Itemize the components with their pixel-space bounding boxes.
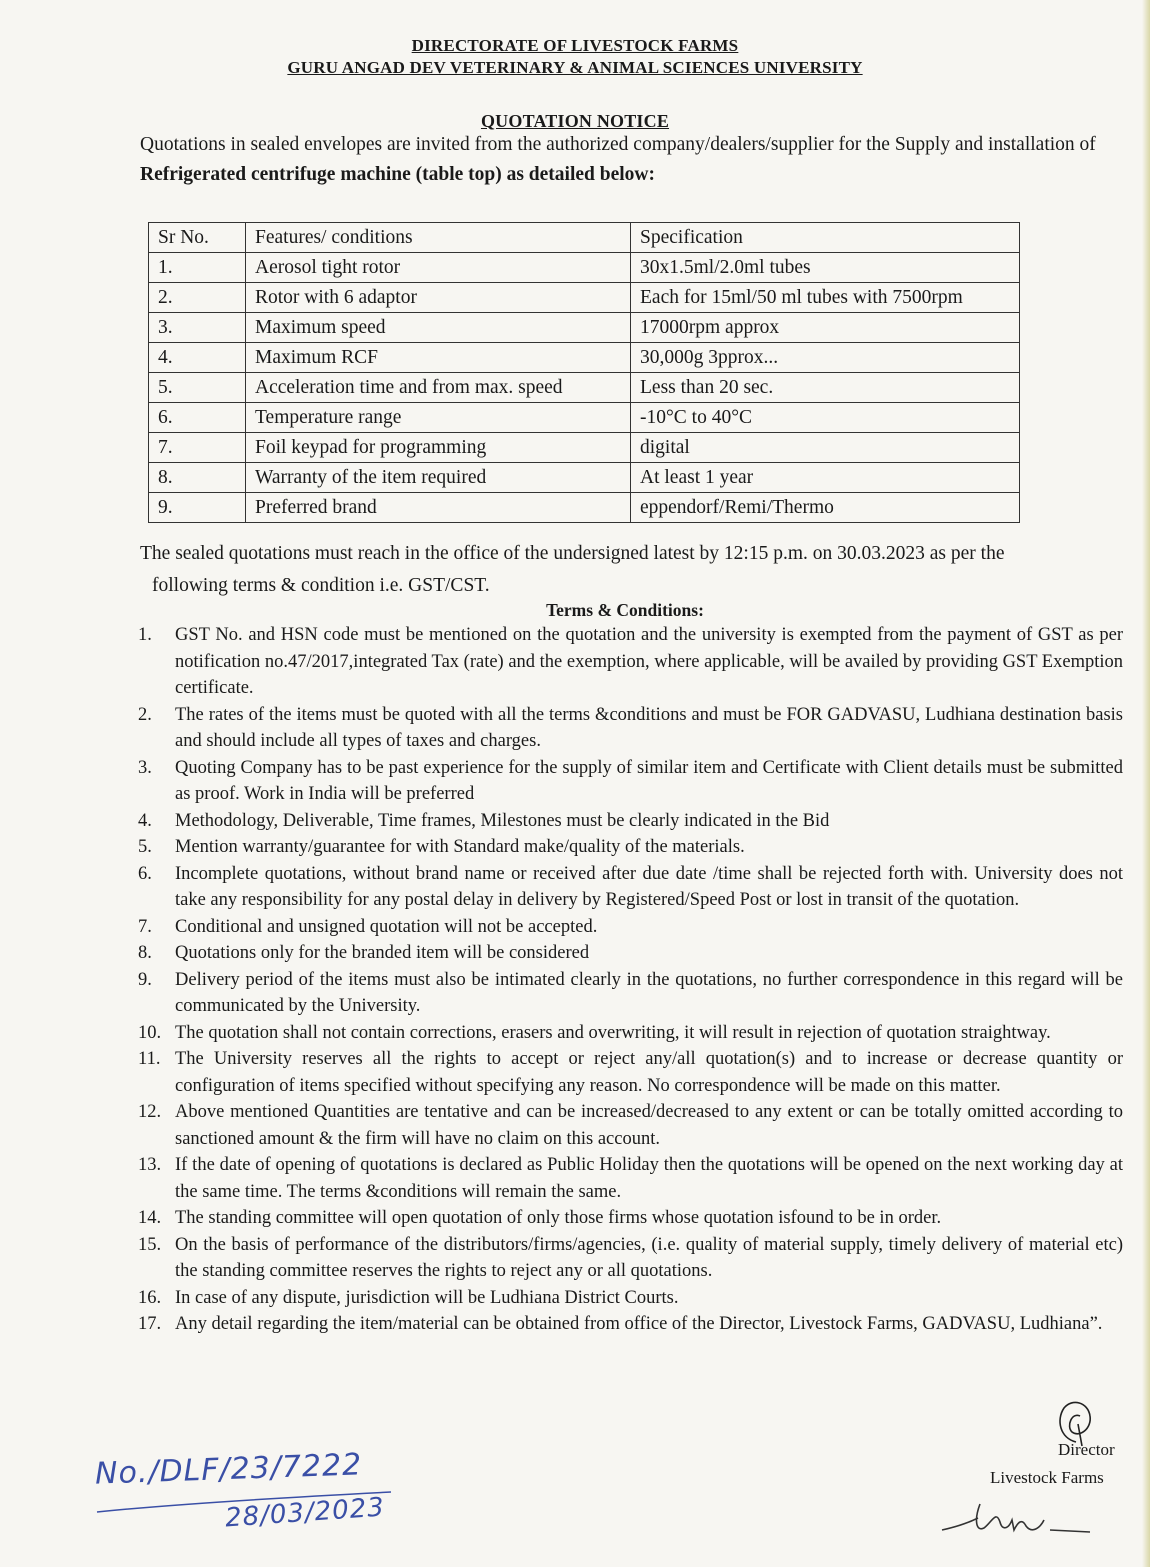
terms-list [138, 622, 1123, 1338]
table-row [149, 403, 1020, 433]
term-text: The rates of the items must be quoted with all the terms &conditions and must be FOR GADVASU, Ludhiana destination basis and should include all types of taxes and charges. [175, 704, 1123, 751]
term-number: 15. [138, 1234, 162, 1255]
term-number: 13. [138, 1155, 162, 1175]
list-item [138, 861, 1123, 914]
sr-no-cell: 3. [149, 313, 246, 343]
sr-no-cell: 7. [149, 433, 246, 463]
intro-text: Quotations in sealed envelopes are invited from the authorized company/dealers/supplier for the Supply and installation of [140, 134, 1096, 155]
term-text: Conditional and unsigned quotation will not be accepted. [175, 916, 598, 937]
specification-cell: 17000rpm approx [631, 313, 1020, 343]
terms-heading: Terms & Conditions: [546, 600, 704, 620]
term-text: Incomplete quotations, without brand name or received after due date /time shall be rejected forth with. University does not take any responsibility for any postal delay in delivery by Registered/Speed Post or lost in transit of the quotation. [175, 863, 1123, 910]
deadline-line-2: following terms & condition i.e. GST/CST. [152, 575, 490, 596]
term-number: 11. [138, 1049, 161, 1069]
list-item [138, 755, 1123, 808]
sr-no-cell: 6. [149, 403, 246, 433]
feature-cell: Foil keypad for programming [246, 433, 631, 463]
table-row [149, 433, 1020, 463]
term-number: 8. [138, 943, 152, 963]
intro-item-name: Refrigerated centrifuge machine (table top) as detailed below: [140, 164, 656, 185]
table-row [149, 283, 1020, 313]
term-number: 7. [138, 916, 152, 937]
term-number: 12. [138, 1102, 162, 1122]
term-number: 10. [138, 1022, 162, 1043]
paper-edge [1142, 0, 1150, 1567]
specification-cell: 30x1.5ml/2.0ml tubes [631, 253, 1020, 283]
term-number: 17. [138, 1314, 162, 1334]
term-number: 3. [138, 757, 152, 778]
list-item [138, 1311, 1123, 1338]
list-item [138, 702, 1123, 755]
term-text: In case of any dispute, jurisdiction will be Ludhiana District Courts. [175, 1287, 679, 1308]
table-row [149, 493, 1020, 523]
specification-cell: At least 1 year [631, 463, 1020, 493]
term-text: Any detail regarding the item/material can be obtained from office of the Director, Livestock Farms, GADVASU, Ludhiana”. [175, 1314, 1103, 1334]
feature-cell: Warranty of the item required [246, 463, 631, 493]
list-item [138, 808, 1123, 835]
university-heading: GURU ANGAD DEV VETERINARY & ANIMAL SCIENCES UNIVERSITY [287, 58, 863, 77]
term-text: Quoting Company has to be past experience for the supply of similar item and Certificate with Client details must be submitted as proof. Work in India will be preferred [175, 757, 1123, 804]
term-number: 14. [138, 1208, 162, 1228]
term-number: 4. [138, 810, 152, 831]
specification-cell: Specification [631, 223, 1020, 253]
table-header-row [149, 223, 1020, 253]
specification-cell: eppendorf/Remi/Thermo [631, 493, 1020, 523]
sr-no-cell: 2. [149, 283, 246, 313]
list-item [138, 834, 1123, 861]
specification-cell: Less than 20 sec. [631, 373, 1020, 403]
list-item [138, 1046, 1123, 1099]
sr-no-cell: 9. [149, 493, 246, 523]
table-row [149, 373, 1020, 403]
term-number: 16. [138, 1287, 162, 1308]
specification-table-body [149, 223, 1020, 523]
term-number: 5. [138, 837, 152, 857]
term-number: 9. [138, 969, 152, 990]
table-row [149, 313, 1020, 343]
intro-paragraph [140, 130, 1100, 190]
term-text: GST No. and HSN code must be mentioned on the quotation and the university is exempted from the payment of GST as per notification no.47/2017,integrated Tax (rate) and the exemption, where applicable, will be availed by providing GST Exemption certificate. [175, 625, 1123, 698]
term-text: On the basis of performance of the distributors/firms/agencies, (i.e. quality of material supply, timely delivery of material etc) the standing committee reserves the rights to reject any or all quotations. [175, 1234, 1123, 1281]
specification-cell: Each for 15ml/50 ml tubes with 7500rpm [631, 283, 1020, 313]
specification-cell: digital [631, 433, 1020, 463]
deadline-paragraph [140, 538, 1100, 602]
term-number: 1. [138, 625, 152, 645]
feature-cell: Temperature range [246, 403, 631, 433]
list-item [138, 1232, 1123, 1285]
term-text: Mention warranty/guarantee for with Standard make/quality of the materials. [175, 837, 745, 857]
specification-table [148, 222, 1020, 523]
term-text: The quotation shall not contain corrections, erasers and overwriting, it will result in rejection of quotation straightway. [175, 1022, 1051, 1043]
handwritten-reference: No./DLF/23/7222 [94, 1447, 363, 1492]
deadline-line-1: The sealed quotations must reach in the office of the undersigned latest by 12:15 p.m. on 30.03.2023 as per the [140, 543, 1005, 564]
term-text: The University reserves all the rights to accept or reject any/all quotation(s) and to increase or decrease quantity or configuration of items specified without specifying any reason. No correspondence will be made on this matter. [175, 1049, 1123, 1096]
feature-cell: Maximum speed [246, 313, 631, 343]
term-number: 6. [138, 863, 152, 884]
sr-no-cell: Sr No. [149, 223, 246, 253]
list-item [138, 1099, 1123, 1152]
term-text: The standing committee will open quotation of only those firms whose quotation isfound to be in order. [175, 1208, 942, 1228]
feature-cell: Maximum RCF [246, 343, 631, 373]
table-row [149, 463, 1020, 493]
feature-cell: Features/ conditions [246, 223, 631, 253]
list-item [138, 914, 1123, 941]
list-item [138, 1152, 1123, 1205]
list-item [138, 1205, 1123, 1232]
feature-cell: Acceleration time and from max. speed [246, 373, 631, 403]
list-item [138, 1285, 1123, 1312]
sr-no-cell: 4. [149, 343, 246, 373]
list-item [138, 622, 1123, 702]
handwritten-date: 28/03/2023 [224, 1492, 386, 1534]
list-item [138, 1020, 1123, 1047]
sr-no-cell: 5. [149, 373, 246, 403]
list-item [138, 940, 1123, 967]
term-number: 2. [138, 704, 152, 725]
initials-signature [940, 1500, 1100, 1540]
table-row [149, 343, 1020, 373]
term-text: Methodology, Deliverable, Time frames, Milestones must be clearly indicated in the Bid [175, 810, 830, 831]
directorate-heading: DIRECTORATE OF LIVESTOCK FARMS [411, 36, 739, 55]
notice-title: QUOTATION NOTICE [480, 111, 670, 131]
term-text: If the date of opening of quotations is declared as Public Holiday then the quotations will be opened on the next working day at the same time. The terms &conditions will remain the same. [175, 1155, 1123, 1202]
feature-cell: Preferred brand [246, 493, 631, 523]
term-text: Quotations only for the branded item will be considered [175, 943, 590, 963]
specification-cell: 30,000g 3pprox... [631, 343, 1020, 373]
list-item [138, 967, 1123, 1020]
feature-cell: Rotor with 6 adaptor [246, 283, 631, 313]
signatory-office: Livestock Farms [990, 1468, 1104, 1487]
feature-cell: Aerosol tight rotor [246, 253, 631, 283]
signatory-title: Director [1058, 1440, 1115, 1459]
sr-no-cell: 8. [149, 463, 246, 493]
term-text: Delivery period of the items must also be intimated clearly in the quotations, no further correspondence in this regard will be communicated by the University. [175, 969, 1123, 1016]
term-text: Above mentioned Quantities are tentative and can be increased/decreased to any extent or can be totally omitted according to sanctioned amount & the firm will have no claim on this account. [175, 1102, 1123, 1149]
sr-no-cell: 1. [149, 253, 246, 283]
specification-cell: -10°C to 40°C [631, 403, 1020, 433]
table-row [149, 253, 1020, 283]
